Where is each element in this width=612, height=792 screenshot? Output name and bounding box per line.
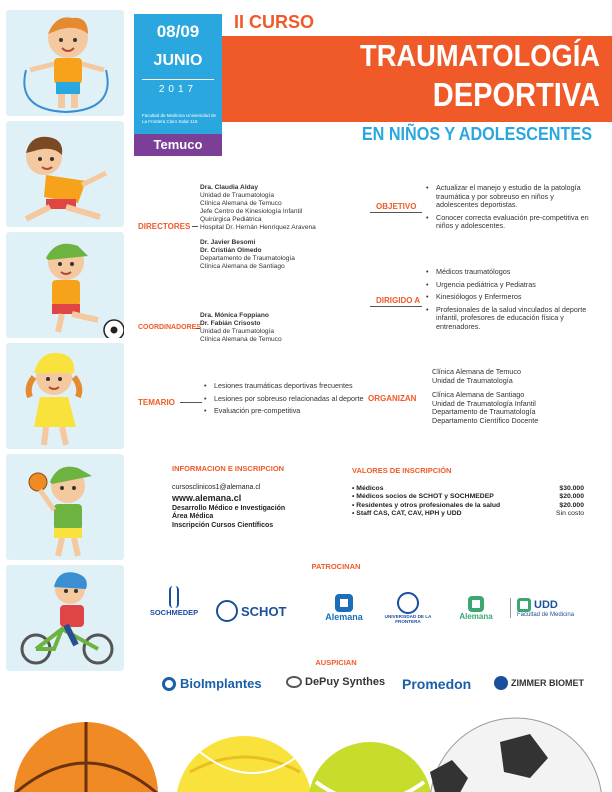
dirigido-item: • Profesionales de la salud vinculados al deporte infantil, profesores de educación física y entrenadores.: [426, 306, 592, 332]
temario-item: • Lesiones traumáticas deportivas frecuentes: [204, 382, 364, 391]
table-row: [352, 484, 584, 493]
kid-running-illustration: [6, 121, 124, 227]
fee-amount: Sin costo: [556, 510, 584, 518]
director-23-line: Clínica Alemana de Santiago: [200, 263, 285, 270]
host-box: [134, 112, 222, 136]
director-1-line: Clínica Alemana de Temuco: [200, 200, 282, 207]
kid-soccer-illustration: [6, 232, 124, 338]
subtitle: EN NIÑOS Y ADOLESCENTES: [361, 124, 592, 144]
directores-block: [200, 184, 370, 271]
volleyball-icon: [176, 736, 312, 792]
dirigido-item: • Kinesiólogos y Enfermeros: [426, 293, 592, 302]
date-month: JUNIO: [153, 52, 203, 69]
objetivo-divider: [370, 212, 422, 213]
schot-icon: [216, 600, 238, 622]
contact-line: Área Médica: [172, 513, 214, 521]
director-1-line: Jefe Centro de Kinesiología Infantil: [200, 208, 303, 215]
director-1-line: Unidad de Traumatología: [200, 192, 275, 199]
dirigido-item: • Médicos traumatólogos: [426, 268, 592, 277]
date-year: 2017: [158, 84, 198, 95]
organizer-line: Unidad de Traumatología Infantil: [432, 398, 536, 408]
coordinator-2-name: Dr. Fabián Crisosto: [200, 320, 261, 327]
bioimplantes-logo: BioImplantes: [162, 676, 262, 691]
organizer-line: Clínica Alemana de Santiago: [432, 390, 525, 400]
objetivo-item: • Actualizar el manejo y estudio de la patología traumática y por sobreuso en niños y adolescentes deportistas.: [426, 184, 592, 210]
patrocinan-label: PATROCINAN: [311, 562, 361, 571]
informacion-block: [172, 484, 342, 530]
temario-item: • Lesiones por sobreuso relacionadas al deporte: [204, 395, 364, 404]
organizer-line: Departamento de Traumatología: [432, 407, 536, 417]
coordinator-line: Clínica Alemana de Temuco: [200, 336, 282, 343]
ufro-logo: UNIVERSIDAD DE LA FRONTERA: [378, 592, 438, 624]
organizer-line: Unidad de Traumatología: [432, 375, 513, 385]
fees-table: [352, 484, 584, 518]
fee-item: • Staff CAS, CAT, CAV, HPH y UDD: [352, 510, 462, 518]
organizer-line: Departamento Científico Docente: [432, 415, 539, 425]
director-1-line: Hospital Dr. Hernán Henríquez Aravena: [200, 224, 316, 231]
ufro-seal-icon: [397, 592, 419, 614]
coordinadores-label: COORDINADORES: [138, 324, 202, 331]
date-day: 08/09: [156, 22, 200, 41]
schot-logo: SCHOT: [216, 600, 294, 622]
fee-item: • Médicos socios de SCHOT y SOCHMEDEP: [352, 493, 494, 501]
dirigido-list: [426, 268, 592, 336]
objetivo-label: OBJETIVO: [376, 202, 417, 211]
host-text: Facultad de Medicina Universidad de La Frontera Claro Solar 115: [142, 113, 217, 124]
organizan-block: [432, 368, 592, 426]
alemana-logo: Alemana: [318, 594, 370, 622]
objetivo-list: [426, 184, 592, 235]
temario-divider: [180, 402, 202, 403]
fee-item: • Médicos: [352, 484, 384, 492]
director-3-name: Dr. Cristián Olmedo: [200, 247, 262, 254]
title-line-1: TRAUMATOLOGÍA: [360, 38, 600, 73]
kid-jumping-rope-illustration: [6, 10, 124, 116]
kid-cycling-illustration: [6, 565, 124, 671]
organizan-label: ORGANIZAN: [368, 394, 417, 403]
alemana-green-logo: Alemana: [448, 596, 504, 621]
dirigido-item: • Urgencia pediátrica y Pediatras: [426, 281, 592, 290]
fee-amount: $20.000: [559, 493, 584, 501]
informacion-label: INFORMACION E INSCRIPCION: [172, 464, 285, 473]
kid-basketball-illustration: [6, 454, 124, 560]
director-1-line: Quirúrgica Pediátrica: [200, 216, 262, 223]
title-line-2: DEPORTIVA: [432, 76, 600, 113]
udd-icon: [517, 598, 531, 612]
date-box: [134, 14, 222, 112]
fee-item: • Residentes y otros profesionales de la salud: [352, 501, 501, 509]
alemana-cross-icon: [335, 594, 353, 612]
depuy-icon: [286, 676, 302, 688]
fee-amount: $30.000: [559, 484, 584, 492]
table-row: [352, 493, 584, 502]
contact-website[interactable]: www.alemana.cl: [172, 493, 242, 504]
city-badge: Temuco: [134, 134, 222, 156]
alemana-green-cross-icon: [468, 596, 484, 612]
sports-balls-illustration: [0, 712, 612, 792]
zimmer-icon: [494, 676, 508, 690]
contact-email[interactable]: cursosclinicos1@alemana.cl: [172, 484, 261, 491]
coordinator-1-name: Dra. Mónica Foppiano: [200, 312, 269, 319]
course-edition: II CURSO: [234, 12, 315, 32]
tennis-ball-icon: [308, 742, 432, 792]
dirigido-divider: [370, 306, 422, 307]
promedon-logo: Promedon: [402, 676, 472, 692]
temario-list: [204, 382, 364, 420]
directores-label: DIRECTORES: [138, 222, 191, 231]
coordinator-line: Unidad de Traumatología: [200, 328, 275, 335]
director-23-line: Departamento de Traumatología: [200, 255, 295, 262]
contact-line: Desarrollo Médico e Investigación: [172, 504, 286, 512]
fee-amount: $20.000: [559, 501, 584, 509]
objetivo-item: • Conocer correcta evaluación pre-competitiva en niños y adolescentes.: [426, 214, 592, 231]
zimmer-biomet-logo: ZIMMER BIOMET: [494, 676, 584, 690]
sochmedep-logo: SOCHMEDEP: [140, 586, 208, 617]
auspician-label: AUSPICIAN: [315, 658, 357, 667]
dirigido-label: DIRIGIDO A: [376, 296, 421, 305]
directores-divider: [192, 226, 198, 227]
contact-line: Inscripción Cursos Científicos: [172, 521, 274, 529]
temario-label: TEMARIO: [138, 398, 175, 407]
organizer-line: Clínica Alemana de Temuco: [432, 367, 521, 376]
temario-item: • Evaluación pre-competitiva: [204, 407, 364, 416]
coordinadores-block: [200, 312, 370, 344]
valores-label: VALORES DE INSCRIPCIÓN: [352, 466, 452, 475]
date-divider: [142, 79, 214, 80]
table-row: [352, 510, 584, 519]
depuy-synthes-logo: DePuy Synthes: [286, 676, 385, 688]
bioimplantes-icon: [162, 677, 176, 691]
kid-helmet-illustration: [6, 343, 124, 449]
basketball-icon: [14, 722, 158, 792]
udd-logo: UDD Facultad de Medicina: [510, 598, 586, 618]
sochmedep-icon: [169, 586, 179, 608]
soccer-ball-icon: [430, 718, 602, 792]
director-1-name: Dra. Claudia Alday: [200, 184, 259, 191]
table-row: [352, 501, 584, 510]
director-2-name: Dr. Javier Besomi: [200, 239, 256, 246]
